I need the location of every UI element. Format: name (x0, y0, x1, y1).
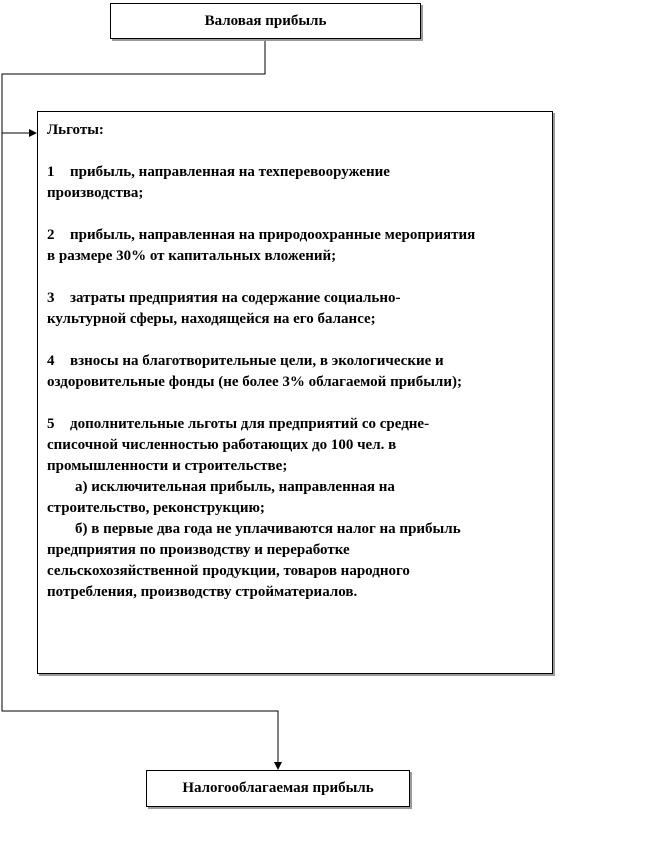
benefit-item-2-cont: в размере 30% от капитальных вложений; (47, 248, 337, 264)
benefit-item-5: 5 дополнительные льготы для предприятий со средне- (47, 416, 430, 432)
benefit-sub-b: б) в первые два года не уплачиваются налог на прибыль (75, 521, 461, 537)
taxable-profit-label: Налогооблагаемая прибыль (182, 780, 374, 796)
benefit-sub-b-cont-2: сельскохозяйственной продукции, товаров народного (47, 563, 410, 579)
benefits-title: Льготы: (47, 122, 104, 138)
benefit-item-5-cont-1: списочной численностью работающих до 100 чел. в (47, 437, 397, 453)
benefit-item-4: 4 взносы на благотворительные цели, в экологические и (47, 353, 444, 369)
gross-profit-label: Валовая прибыль (204, 12, 327, 29)
benefit-item-2: 2 прибыль, направленная на природоохранные мероприятия (47, 227, 476, 243)
benefit-sub-a: а) исключительная прибыль, направленная на (75, 479, 395, 495)
benefit-item-3: 3 затраты предприятия на содержание социально- (47, 290, 401, 306)
benefit-item-5-cont-2: промышленности и строительстве; (47, 458, 288, 474)
taxable-profit-box (146, 770, 410, 807)
gross-profit-box (110, 3, 421, 39)
benefit-item-3-cont: культурной сферы, находящейся на его балансе; (47, 311, 376, 327)
benefits-box (37, 111, 553, 674)
benefit-sub-b-cont-1: предприятия по производству и переработке (47, 542, 350, 558)
benefit-item-4-cont: оздоровительные фонды (не более 3% облагаемой прибыли); (47, 374, 462, 390)
benefit-sub-b-cont-3: потребления, производству стройматериалов. (47, 584, 358, 600)
benefit-item-1: 1 прибыль, направленная на техперевооружение (47, 164, 390, 180)
benefit-sub-a-cont: строительство, реконструкцию; (47, 500, 265, 516)
benefit-item-1-cont: производства; (47, 185, 144, 201)
